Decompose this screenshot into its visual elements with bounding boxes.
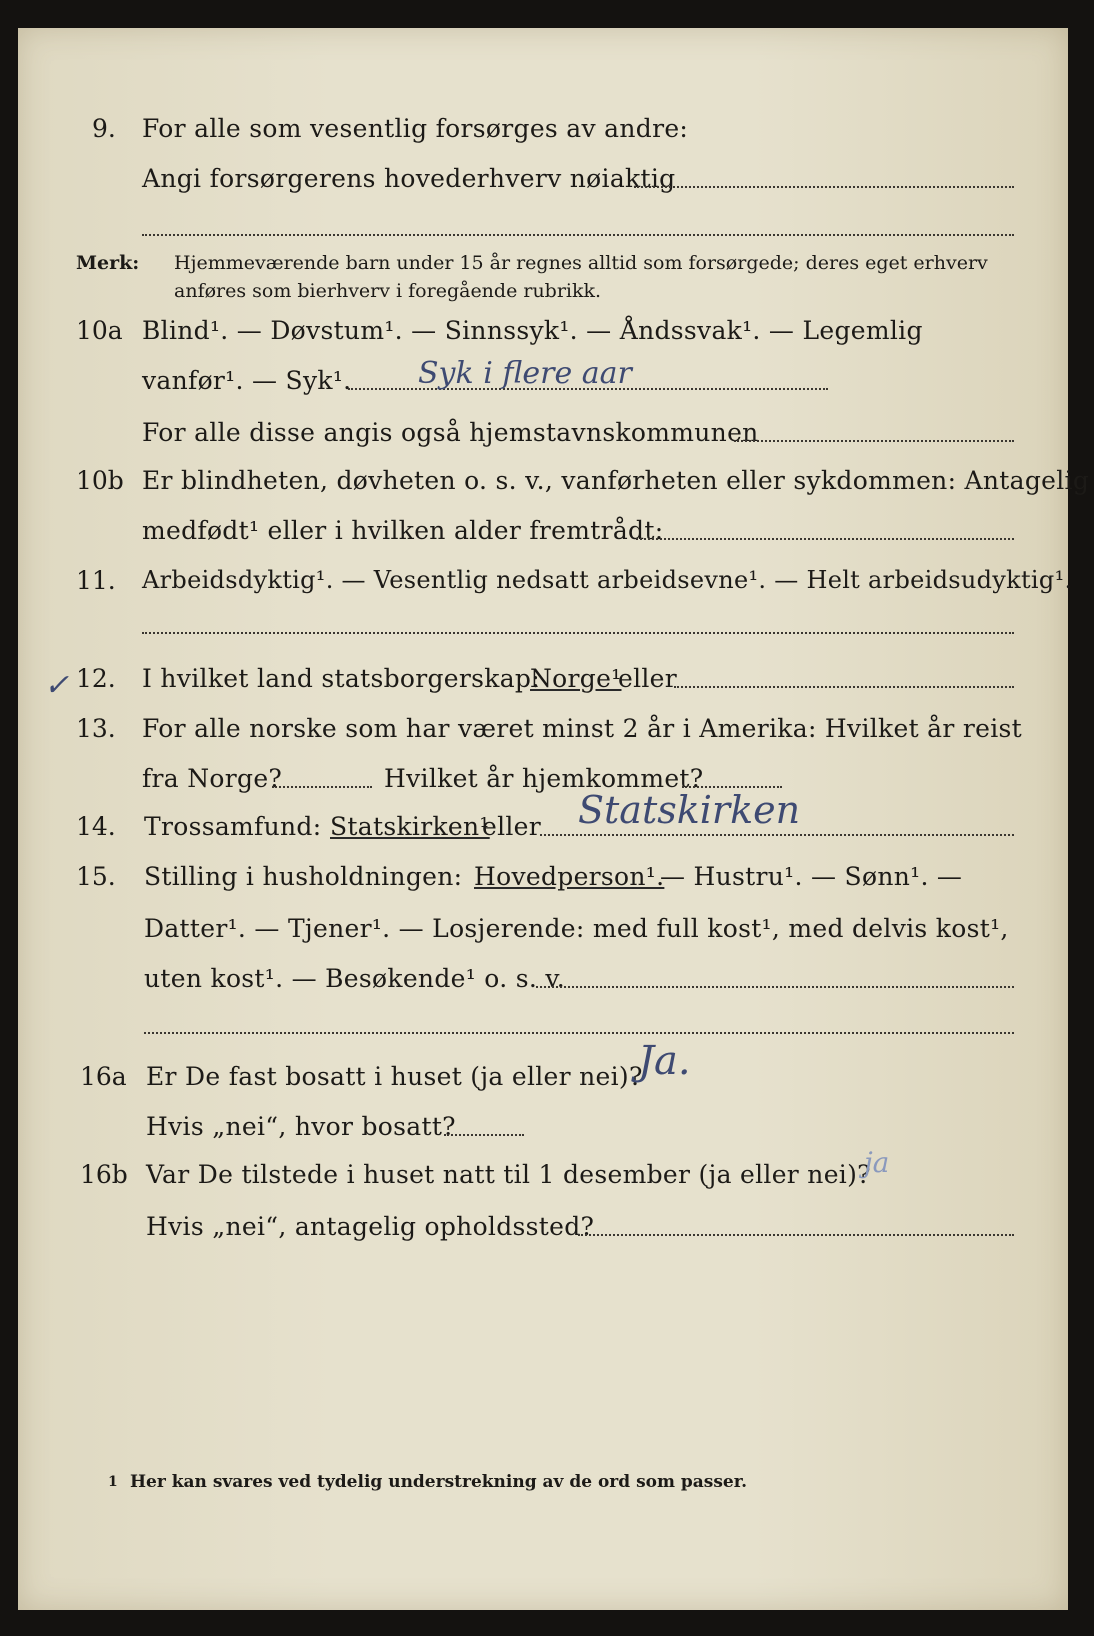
q12-underlined-choice: Norge¹: [530, 664, 622, 693]
q11-number: 11.: [76, 566, 116, 595]
q16a-number: 16a: [80, 1062, 127, 1091]
q15-extra-line[interactable]: [144, 1032, 1014, 1034]
q9-answer-field[interactable]: [634, 186, 1014, 188]
q10a-home-municipality-field[interactable]: [734, 440, 1014, 442]
q16a-line1: Er De fast bosatt i huset (ja eller nei)?: [146, 1062, 643, 1091]
q12-suffix: eller: [618, 664, 678, 693]
q12-answer-field[interactable]: [674, 686, 1014, 688]
q10b-line1: Er blindheten, døvheten o. s. v., vanførheten eller sykdommen: Antagelig: [142, 466, 1090, 495]
q9-number: 9.: [92, 114, 116, 143]
q13-year-left-field[interactable]: [272, 786, 372, 788]
q13-line2a: fra Norge?: [142, 764, 283, 793]
merk-line1: Hjemmeværende barn under 15 år regnes alltid som forsørgede; deres eget erhverv: [174, 252, 988, 274]
q9-extra-line[interactable]: [142, 234, 1014, 236]
q16b-handwritten-answer: ja: [864, 1146, 890, 1179]
merk-label: Merk:: [76, 252, 140, 274]
q15-answer-field[interactable]: [536, 986, 1014, 988]
merk-line2: anføres som bierhverv i foregående rubrikk.: [174, 280, 602, 302]
q11-extra-line[interactable]: [142, 632, 1014, 634]
q14-underlined-choice: Statskirken¹: [330, 812, 490, 841]
q10a-line1: Blind¹. — Døvstum¹. — Sinnssyk¹. — Åndssvak¹. — Legemlig: [142, 316, 923, 345]
q16a-line2: Hvis „nei“, hvor bosatt?: [146, 1112, 456, 1141]
check-mark-icon: ✓: [44, 668, 70, 703]
census-form-sheet: [18, 28, 1090, 1610]
q11-line1: Arbeidsdyktig¹. — Vesentlig nedsatt arbeidsevne¹. — Helt arbeidsudyktig¹.: [142, 566, 1073, 594]
q16b-number: 16b: [80, 1160, 128, 1189]
q10a-number: 10a: [76, 316, 123, 345]
q9-line2: Angi forsørgerens hovederhverv nøiaktig: [142, 164, 676, 193]
q10b-answer-field[interactable]: [636, 538, 1014, 540]
footnote-mark: 1: [108, 1474, 118, 1490]
q10a-line2: vanfør¹. — Syk¹.: [142, 366, 352, 395]
q10a-handwritten-answer: Syk i flere aar: [418, 356, 632, 391]
q10a-line3: For alle disse angis også hjemstavnskommunen: [142, 418, 759, 447]
q9-line1: For alle som vesentlig forsørges av andre:: [142, 114, 689, 143]
q14-prefix: Trossamfund:: [144, 812, 322, 841]
q15-underlined-choice: Hovedperson¹.: [474, 862, 665, 891]
q15-number: 15.: [76, 862, 116, 891]
q16a-handwritten-answer: Ja.: [638, 1038, 691, 1084]
q12-number: 12.: [76, 664, 116, 693]
q16b-line2: Hvis „nei“, antagelig opholdssted?: [146, 1212, 595, 1241]
q13-line1: For alle norske som har været minst 2 år i Amerika: Hvilket år reist: [142, 714, 1023, 743]
q14-suffix: eller: [482, 812, 542, 841]
q16b-whereabouts-field[interactable]: [578, 1234, 1014, 1236]
q13-line2b: Hvilket år hjemkommet?: [384, 764, 704, 793]
q10b-line2: medfødt¹ eller i hvilken alder fremtrådt:: [142, 516, 664, 545]
q14-handwritten-answer: Statskirken: [578, 788, 801, 832]
q16b-line1: Var De tilstede i huset natt til 1 desember (ja eller nei)?: [146, 1160, 871, 1189]
q15-line3: uten kost¹. — Besøkende¹ o. s. v.: [144, 964, 566, 993]
q13-number: 13.: [76, 714, 116, 743]
q15-line1a: Stilling i husholdningen:: [144, 862, 463, 891]
q15-line1c: — Hustru¹. — Sønn¹. —: [660, 862, 963, 891]
q14-number: 14.: [76, 812, 116, 841]
footnote-text: Her kan svares ved tydelig understrekning av de ord som passer.: [130, 1472, 748, 1492]
q10b-number: 10b: [76, 466, 124, 495]
q14-answer-field[interactable]: [540, 834, 1014, 836]
q16a-residence-field[interactable]: [444, 1134, 524, 1136]
q12-prefix: I hvilket land statsborgerskap:: [142, 664, 540, 693]
q15-line2: Datter¹. — Tjener¹. — Losjerende: med full kost¹, med delvis kost¹,: [144, 914, 1009, 943]
